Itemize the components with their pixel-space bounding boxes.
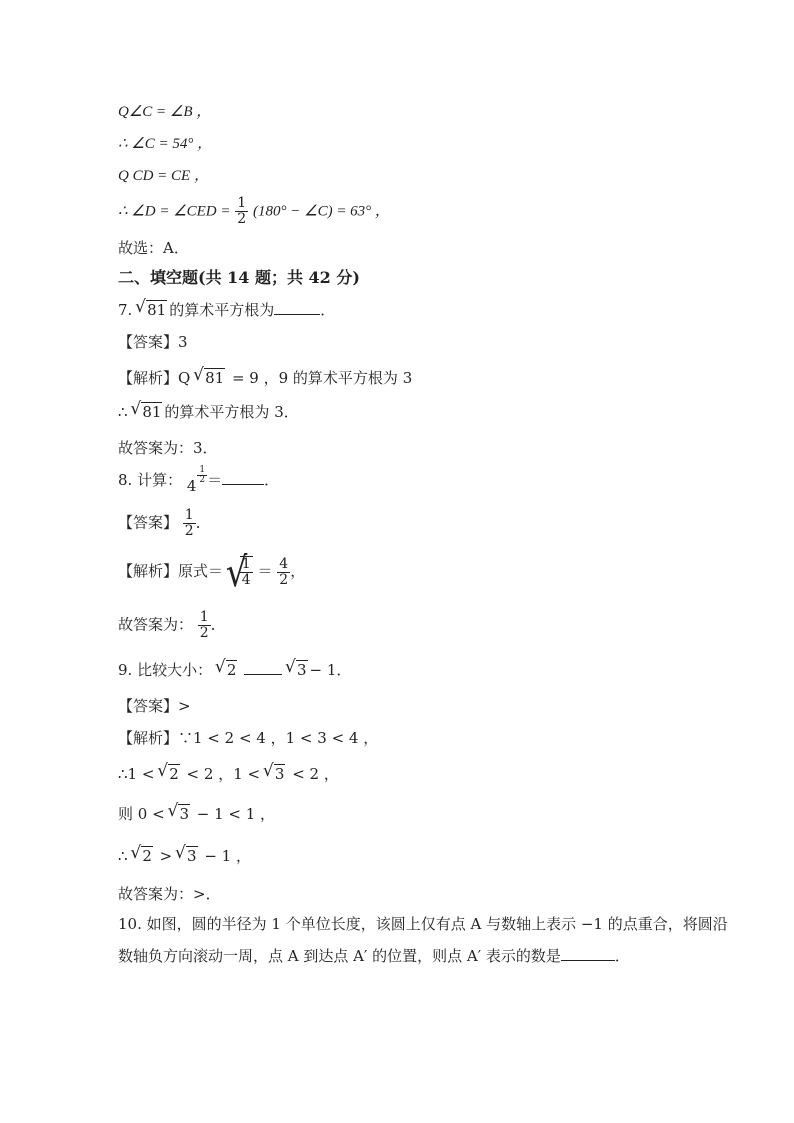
sqrt-2: √ 2 (132, 846, 153, 866)
section-heading: 二、填空题(共 14 题；共 42 分) (118, 268, 360, 287)
solution-line-5: 故选：A． (118, 239, 189, 257)
question-9: 9. 比较大小： √ 2 √ 3 − 1． (118, 660, 351, 680)
analysis-8: 【解析】原式＝ √ $\frac{1}{4}$ ＝ $\frac{4}{2}$ ， (118, 556, 305, 596)
analysis-9-line-3: 则 0 < √ 3 − 1 < 1 ， (118, 804, 275, 824)
question-text: 的算术平方根为 (169, 301, 275, 319)
solution-line-1: Q∠C = ∠B ， (118, 104, 212, 120)
equation-prefix: ∴ ∠D = ∠CED = (118, 203, 231, 220)
power-expression: 4 $\frac{1}{2}$ (186, 464, 206, 495)
question-10-line-1: 10. 如图，圆的半径为 1 个单位长度，该圆上仅有点 A 与数轴上表示 −1 的点重合，将圆沿 (118, 915, 728, 933)
answer-7: 【答案】3 (118, 333, 188, 351)
sqrt-81: √ 81 (132, 402, 162, 422)
sqrt-81: √ 81 (137, 300, 167, 320)
solution-line-4 (118, 196, 390, 227)
final-9: 故答案为：>． (118, 885, 221, 903)
sqrt-3: √ 3 (287, 660, 308, 680)
analysis-9-line-1: 【解析】∵1 < 2 < 4 ，1 < 3 < 4 ， (118, 729, 379, 747)
fraction: $\frac{1}{2}$ (184, 507, 194, 539)
equation-suffix: (180° − ∠C) = 63° ， (253, 203, 390, 220)
analysis-7-line-2: ∴ √ 81 的算术平方根为 3． (118, 402, 299, 422)
question-number: 7. (118, 301, 133, 319)
solution-line-2: ∴ ∠C = 54° ， (118, 136, 213, 152)
sqrt-2: √ 2 (217, 660, 238, 680)
answer-blank (274, 300, 320, 315)
answer-8: 【答案】 $\frac{1}{2}$ ． (118, 507, 211, 539)
question-10-line-2: 数轴负方向滚动一周，点 A 到达点 A′ 的位置，则点 A′ 表示的数是 ． (118, 947, 630, 965)
answer-blank (244, 660, 282, 675)
question-8: 8. 计算： 4 $\frac{1}{2}$ ＝ ． (118, 464, 280, 495)
answer-blank (561, 946, 615, 961)
final-7: 故答案为：3． (118, 439, 218, 457)
answer-9: 【答案】> (118, 697, 191, 715)
sqrt-3: √ 3 (169, 804, 190, 824)
solution-line-3: Q CD = CE ， (118, 168, 209, 184)
fraction: $\frac{1}{2}$ (237, 195, 247, 227)
sqrt-3: √ 3 (177, 846, 198, 866)
analysis-9-line-2: ∴1 < √ 2 < 2 ，1 < √ 3 < 2 ， (118, 764, 339, 784)
analysis-9-line-4: ∴ √ 2 > √ 3 − 1 ， (118, 846, 251, 866)
answer-blank (222, 470, 264, 485)
question-7: 7. √ 81 的算术平方根为 ． (118, 300, 335, 320)
sqrt-fraction: √ $\frac{1}{4}$ (228, 556, 253, 588)
sqrt-2: √ 2 (159, 764, 180, 784)
analysis-7-line-1: 【解析】Q √ 81 = 9 ，9 的算术平方根为 3 (118, 368, 412, 388)
final-8: 故答案为： $\frac{1}{2}$ ． (118, 609, 226, 641)
sqrt-81: √ 81 (195, 368, 225, 388)
fraction: $\frac{1}{2}$ (199, 609, 209, 641)
sqrt-3: √ 3 (265, 764, 286, 784)
fraction: $\frac{4}{2}$ (279, 555, 289, 588)
